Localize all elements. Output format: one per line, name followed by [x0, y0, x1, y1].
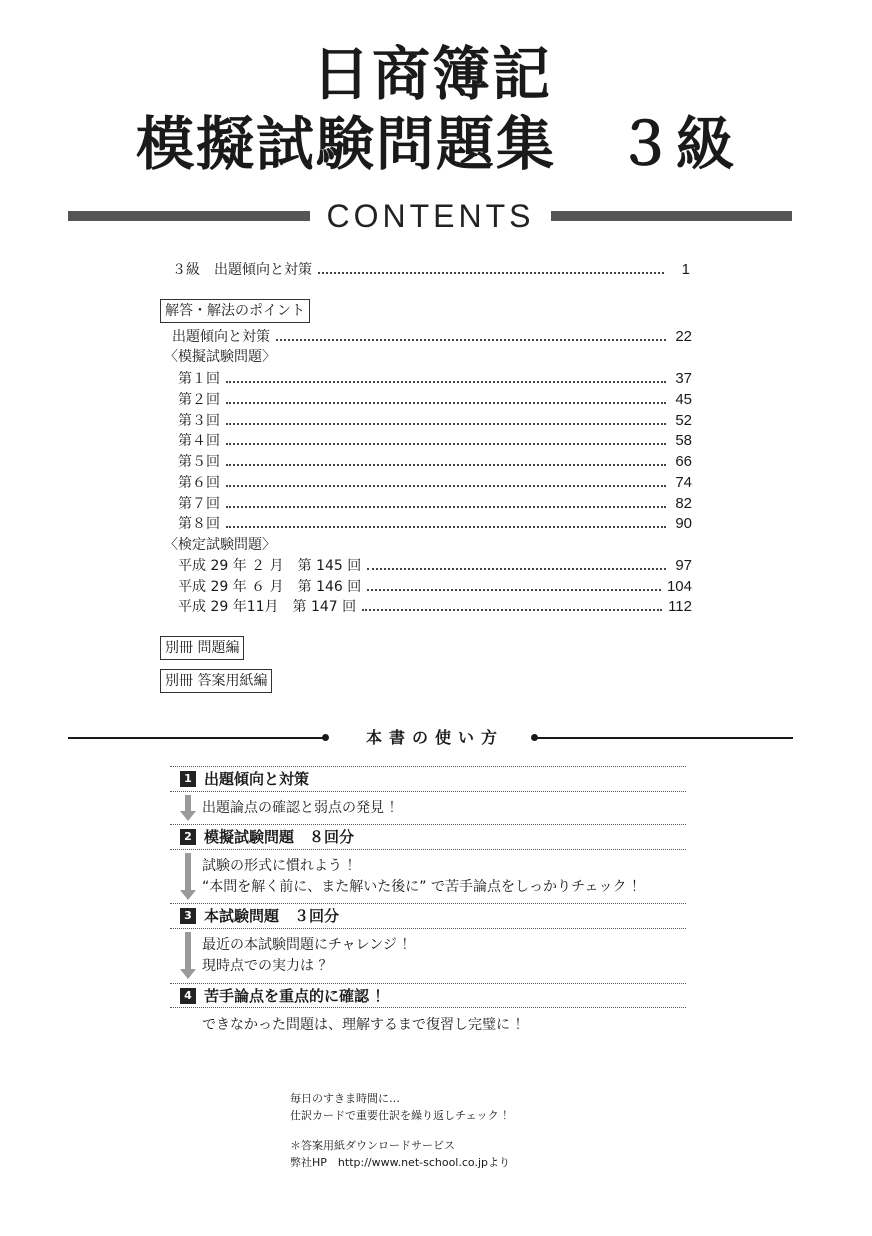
leader-dots: [226, 506, 666, 508]
section-box-points: 解答・解法のポイント: [160, 299, 310, 323]
toc-entry-mock: [178, 473, 692, 493]
leader-dots: [318, 272, 664, 274]
step-divider: [170, 791, 686, 792]
step-1-desc: 出題論点の確認と弱点の発見 ！: [202, 800, 403, 816]
toc-page: 112: [668, 598, 692, 615]
step-divider: [170, 824, 686, 825]
toc-entry-exam: [178, 597, 692, 617]
howto-rule-left: [68, 737, 326, 739]
contents-heading: CONTENTS: [326, 198, 535, 234]
contents-band-right: [551, 211, 792, 221]
book-title-line2: 模擬試験問題集 ３級: [135, 110, 736, 178]
toc-label: 第８回: [178, 516, 220, 532]
toc-page: 22: [675, 328, 692, 345]
howto-dot-left: [322, 734, 329, 741]
step-number-badge: 3: [180, 908, 196, 924]
toc-label: 出題傾向と対策: [172, 329, 270, 345]
toc-page: 97: [675, 557, 692, 574]
toc-label: 平成 29 年 ６ 月 第 146 回: [178, 579, 362, 595]
toc-label: 第２回: [178, 392, 220, 408]
step-title-text: 模擬試験問題 ８回分: [204, 828, 355, 846]
down-arrow-icon: [185, 932, 191, 970]
toc-entry-points-intro: [172, 327, 692, 347]
footer-note-4: 弊社HP http://www.net-school.co.jpより: [290, 1156, 510, 1169]
step-divider: [170, 983, 686, 984]
step-divider: [170, 766, 686, 767]
footer-note-2: 仕訳カードで重要仕訳を繰り返しチェック ！: [290, 1109, 514, 1122]
toc-entry-intro: [172, 260, 690, 280]
toc-label: 平成 29 年 ２ 月 第 145 回: [178, 558, 362, 574]
step-4-desc: できなかった問題は、理解するまで復習し完璧に ！: [202, 1017, 529, 1033]
toc-label: 第６回: [178, 475, 220, 491]
toc-entry-mock: [178, 390, 692, 410]
step-number-badge: 2: [180, 829, 196, 845]
step-2-desc-2: “本問を解く前に、また解いた後に” で苦手論点をしっかりチェック ！: [202, 879, 645, 895]
toc-label: 第１回: [178, 371, 220, 387]
toc-entry-exam: [178, 577, 692, 597]
step-3-desc-1: 最近の本試験問題にチャレンジ ！: [202, 937, 416, 953]
toc-entry-mock: [178, 411, 692, 431]
leader-dots: [276, 339, 666, 341]
leader-dots: [226, 464, 666, 466]
book-title-line1: 日商簿記: [311, 40, 552, 108]
bessatsu-answer-sheet-box: 別冊 答案用紙編: [160, 669, 272, 693]
exam-heading: 〈検定試験問題〉: [164, 537, 276, 553]
toc-page: 58: [675, 432, 692, 449]
toc-page: 45: [675, 391, 692, 408]
leader-dots: [226, 402, 666, 404]
leader-dots: [226, 423, 666, 425]
mock-heading: 〈模擬試験問題〉: [164, 349, 276, 365]
toc-page: 52: [675, 412, 692, 429]
toc-label: 第５回: [178, 454, 220, 470]
step-3-title: [180, 905, 339, 927]
step-number-badge: 4: [180, 988, 196, 1004]
step-divider: [170, 903, 686, 904]
leader-dots: [367, 568, 666, 570]
step-2-desc-1: 試験の形式に慣れよう ！: [202, 858, 361, 874]
toc-entry-mock: [178, 431, 692, 451]
step-divider: [170, 1007, 686, 1008]
toc-label: 第３回: [178, 413, 220, 429]
toc-entry-mock: [178, 514, 692, 534]
toc-page: 66: [675, 453, 692, 470]
down-arrow-icon: [185, 795, 191, 812]
leader-dots: [226, 485, 666, 487]
toc-entry-mock: [178, 494, 692, 514]
toc-label: 第４回: [178, 433, 220, 449]
leader-dots: [226, 381, 666, 383]
step-4-title: [180, 985, 389, 1007]
toc-page: 74: [675, 474, 692, 491]
toc-entry-mock: [178, 369, 692, 389]
step-divider: [170, 928, 686, 929]
step-2-title: [180, 826, 354, 848]
toc-label: 第７回: [178, 496, 220, 512]
leader-dots: [367, 589, 661, 591]
contents-band-left: [68, 211, 310, 221]
down-arrow-icon: [185, 853, 191, 891]
leader-dots: [226, 526, 666, 528]
bessatsu-problems-box: 別冊 問題編: [160, 636, 244, 660]
step-3-desc-2: 現時点での実力は ？: [202, 958, 333, 974]
step-title-text: 苦手論点を重点的に確認 ！: [204, 987, 390, 1005]
howto-heading: 本書の使い方: [365, 728, 504, 747]
step-title-text: 出題傾向と対策: [204, 770, 310, 788]
leader-dots: [362, 609, 662, 611]
toc-page: 104: [666, 578, 692, 595]
toc-page: 82: [675, 495, 692, 512]
toc-page: 37: [675, 370, 692, 387]
footer-note-3: ＊答案用紙ダウンロードサービス: [290, 1139, 455, 1152]
toc-entry-exam: [178, 556, 692, 576]
toc-page: 90: [675, 515, 692, 532]
step-1-title: [180, 768, 309, 790]
toc-entry-mock: [178, 452, 692, 472]
footer-note-1: 毎日のすきま時間に…: [290, 1092, 400, 1105]
toc-label: ３級 出題傾向と対策: [172, 262, 312, 278]
toc-page: 1: [681, 261, 690, 278]
step-title-text: 本試験問題 ３回分: [204, 907, 340, 925]
toc-label: 平成 29 年11月 第 147 回: [178, 599, 357, 615]
howto-rule-right: [535, 737, 793, 739]
step-divider: [170, 849, 686, 850]
step-number-badge: 1: [180, 771, 196, 787]
leader-dots: [226, 443, 666, 445]
